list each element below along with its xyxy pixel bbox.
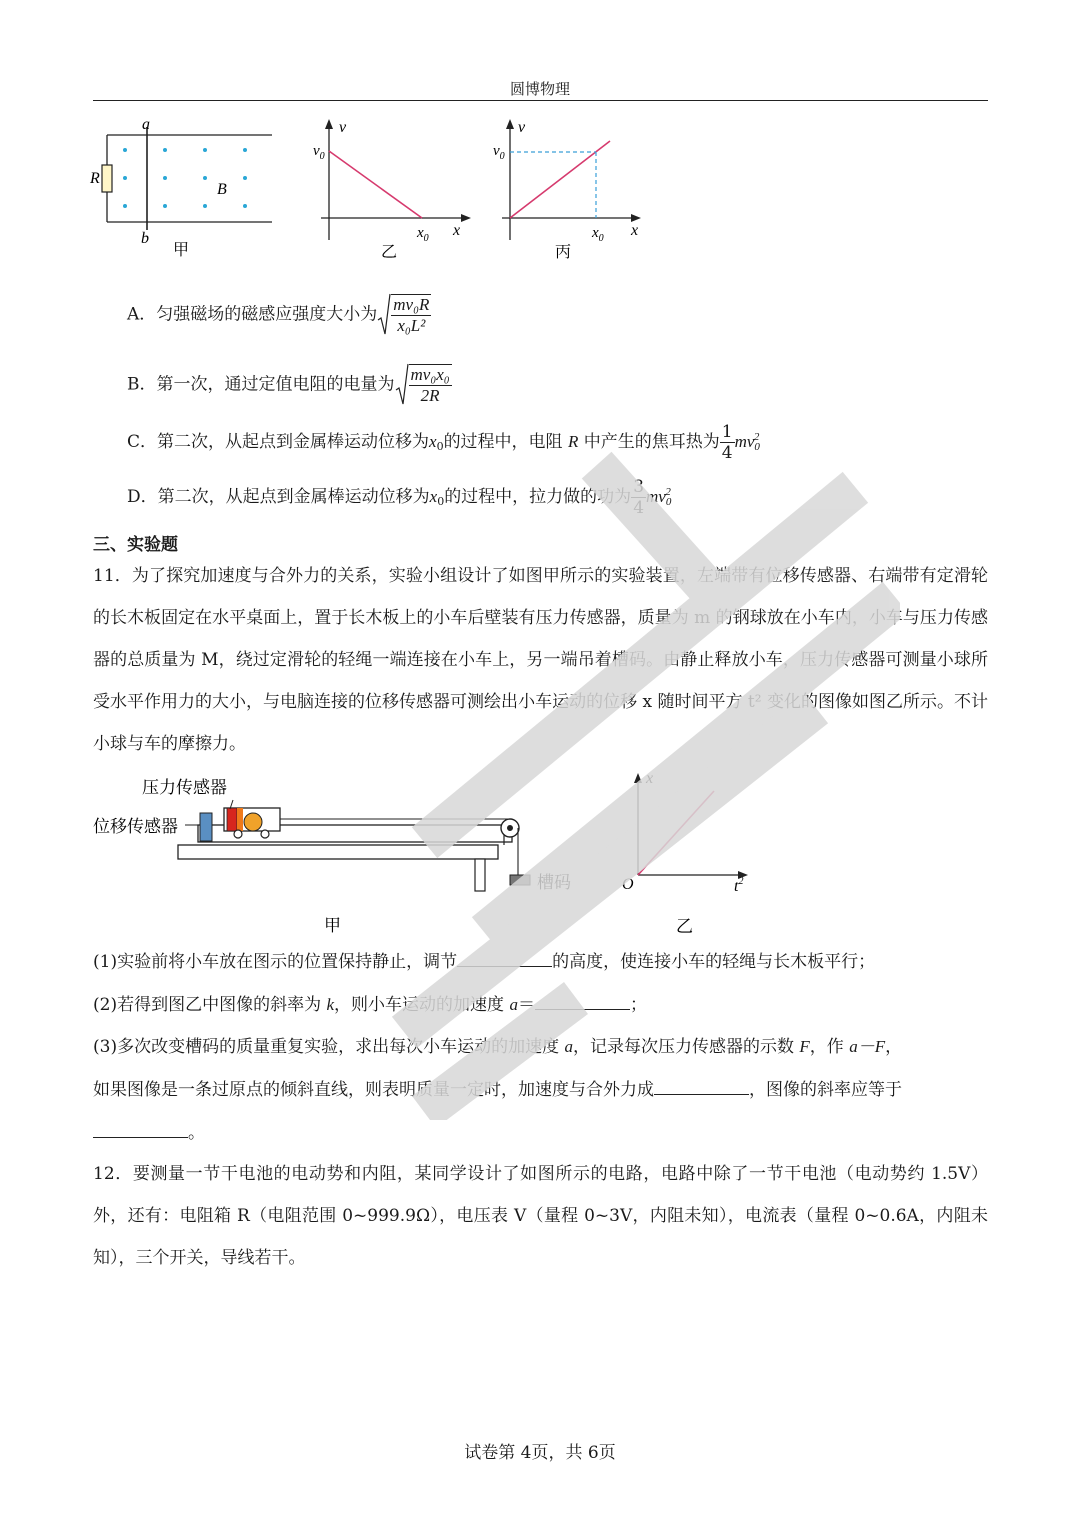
axis-v: v [518,119,526,136]
page-header: 圆博物理 [509,80,570,98]
blank-2[interactable] [535,995,630,1010]
q11-sub3-line1: (3)多次改变槽码的质量重复实验，求出每次小车运动的加速度 a，记录每次压力传感器的示数 F，作 a－F， [93,1037,903,1057]
axis-t2: $t^2$ [734,876,744,895]
label-v0: $v_0$ [493,143,505,162]
figure-jia-circuit [85,112,285,262]
option-d-num: 3 [633,477,645,497]
option-b-sqrt [395,362,452,408]
blank-3[interactable] [654,1080,749,1095]
q11-sub3-line2: 如果图像是一条过原点的倾斜直线，则表明质量一定时，加速度与合外力成 ，图像的斜率应等于 [93,1080,902,1100]
option-a [127,292,431,338]
caption-jia-2: 甲 [324,916,341,936]
header-rule [93,100,988,101]
label-x0: $x_0$ [417,225,429,244]
option-b-text: B．第一次，通过定值电阻的电量为 [127,374,395,395]
label-displacement-sensor: 位移传感器 [93,817,178,837]
q11-sub3-line3: 。 [93,1118,205,1143]
option-a-sqrt [377,292,431,338]
option-b [127,362,452,408]
option-a-num: mv₀R [393,295,430,314]
section-title: 三、实验题 [93,535,178,555]
label-a: a [142,116,150,133]
axis-x: x [631,222,639,239]
axis-x: x [646,770,654,787]
figure-bing-graph [485,115,660,265]
option-a-text: A．匀强磁场的磁感应强度大小为 [127,304,378,325]
caption-yi: 乙 [381,242,398,261]
caption-yi-2: 乙 [676,917,693,937]
q11-figure-jia [90,770,610,940]
option-a-den: x₀L² [397,316,426,335]
label-pressure-sensor: 压力传感器 [142,778,227,798]
option-c-text: C．第二次，从起点到金属棒运动位移为$x_0$的过程中，电阻 R 中产生的焦耳热为 [127,432,720,453]
caption-jia: 甲 [173,240,190,259]
option-b-den: 2R [420,386,440,405]
blank-4[interactable] [93,1123,188,1138]
origin-O: O [622,876,634,893]
axis-x: x [453,222,461,239]
option-c-num: 1 [721,422,733,442]
page-footer: 试卷第 4页，共 6页 [464,1443,616,1463]
option-d-text: D．第二次，从起点到金属棒运动位移为$x_0$的过程中，拉力做的功为 [127,487,632,508]
option-d-den: 4 [633,498,645,518]
option-d-tail: $mv_0^2$ [646,486,672,508]
label-weight: 槽码 [537,873,571,893]
label-R: R [90,170,100,187]
label-x0: $x_0$ [592,225,604,244]
label-b: b [141,230,149,247]
option-c-den: 4 [721,443,733,463]
figure-yi-graph [305,115,480,265]
q12-text: 12．要测量一节干电池的电动势和内阻，某同学设计了如图所示的电路，电路中除了一节干电池（电动势约 1.5V）外，还有：电阻箱 R（电阻范围 0~999.9Ω），电压表 V（量程 0~3V，内阻未知），电流表（量程 0~0.6A，内阻未知），三个开关，导线若干。 [93,1164,988,1268]
blank-1[interactable] [457,952,552,967]
axis-v: v [339,119,347,136]
option-c [127,422,759,463]
label-v0: $v_0$ [313,143,325,162]
caption-bing: 丙 [555,242,572,261]
option-c-tail: $mv_0^2$ [734,431,760,453]
option-d [127,477,671,518]
q11-sub2: (2)若得到图乙中图像的斜率为 k，则小车运动的加速度 a＝ ； [93,995,647,1015]
q11-figure-yi [610,765,770,940]
q11-sub1: (1)实验前将小车放在图示的位置保持静止，调节 的高度，使连接小车的轻绳与长木板平行； [93,952,876,972]
option-b-num: mv₀x₀ [410,365,450,384]
label-B: B [217,181,227,198]
q11-text: 11．为了探究加速度与合外力的关系，实验小组设计了如图甲所示的实验装置，左端带有位移传感器、右端带有定滑轮的长木板固定在水平桌面上，置于长木板上的小车后壁装有压力传感器，质量为 m 的钢球放在小车内，小车与压力传感器的总质量为 M，绕过定滑轮的轻绳一端连接在小车上，另一端吊着槽码。由静止释放小车，压力传感器可测量小球所受水平作用力的大小，与电脑连接的位移传感器可测绘出小车运动的位移 x 随时间平方 t² 变化的图像如图乙所示。不计小球与车的摩擦力。 [93,566,988,754]
